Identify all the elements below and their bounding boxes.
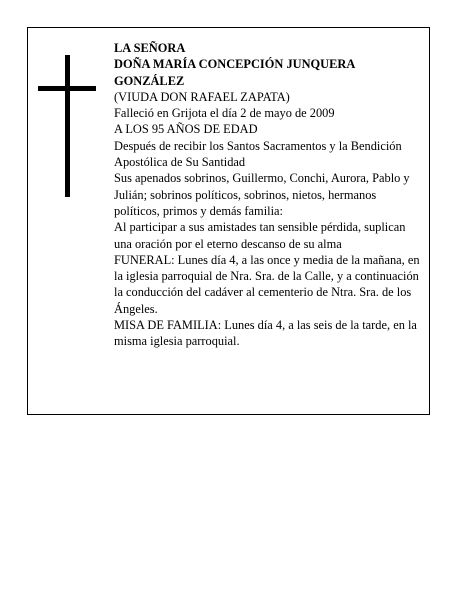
family-line: Sus apenados sobrinos, Guillermo, Conchi, Aurora, Pablo y Julián; sobrinos políticos, sobrinos, nietos, hermanos políticos, primos y demás familia: [114,171,410,218]
widow-line: (VIUDA DON RAFAEL ZAPATA) [114,89,290,104]
deceased-name: DOÑA MARÍA CONCEPCIÓN JUNQUERA GONZÁLEZ [114,57,355,88]
death-line: Falleció en Grijota el día 2 de mayo de 2009 [114,106,335,121]
cross-vertical-bar [65,55,70,197]
cross-horizontal-bar [38,86,96,91]
sacraments-line: Después de recibir los Santos Sacramentos y la Bendición Apostólica de Su Santidad [114,138,402,170]
obituary-text [114,40,424,350]
funeral-line: FUNERAL: Lunes día 4, a las once y media de la mañana, en la iglesia parroquial de Nra. Sra. de la Calle, y a continuación la conducción del cadáver al cementerio de Ntra. Sra. de los Ángeles. [114,252,420,316]
request-line: Al participar a sus amistades tan sensible pérdida, suplican una oración por el eterno descanso de su alma [114,220,406,251]
age-line: A LOS 95 AÑOS DE EDAD [114,122,258,137]
family-mass-line: MISA DE FAMILIA: Lunes día 4, a las seis de la tarde, en la misma iglesia parroquial. [114,318,417,349]
title-line: LA SEÑORA [114,41,186,55]
cross-icon [38,55,96,197]
